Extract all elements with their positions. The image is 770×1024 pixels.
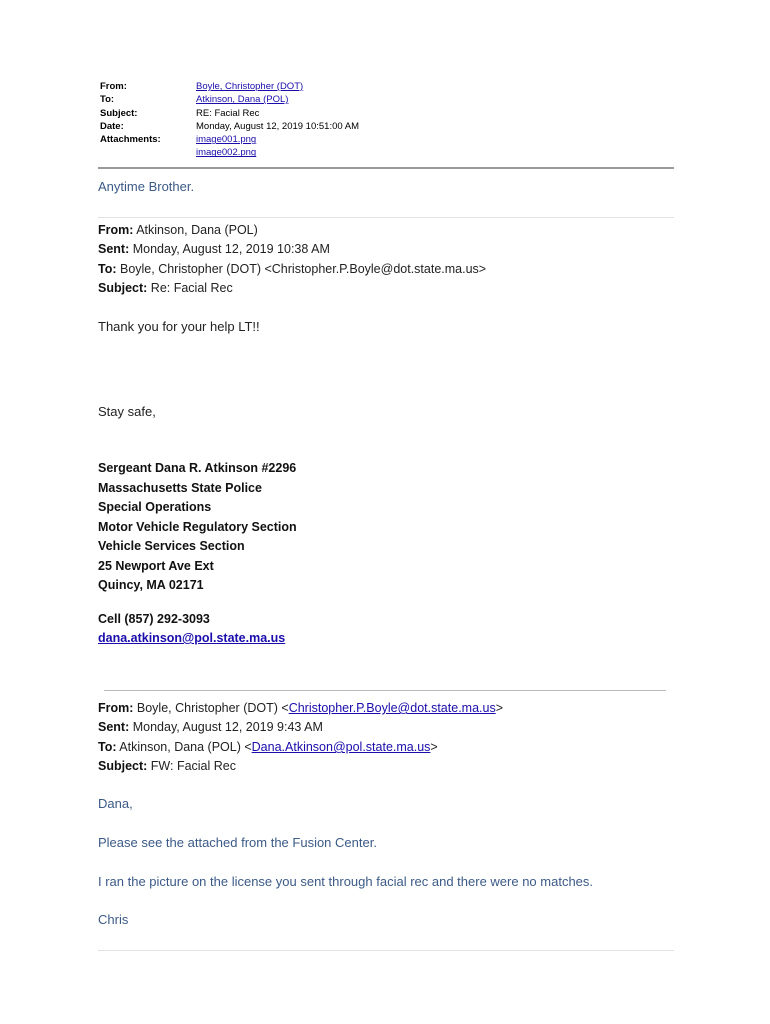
quoted2-sent-label: Sent: (98, 720, 130, 734)
quoted1-from-value: Atkinson, Dana (POL) (133, 223, 258, 237)
quoted2-subject-label: Subject: (98, 759, 148, 773)
quote-divider (98, 217, 674, 218)
header-subject-label: Subject: (100, 107, 138, 119)
signature-line: 25 Newport Ave Ext (98, 558, 214, 573)
quoted1-from (98, 223, 258, 237)
quoted2-to-email-link[interactable]: Dana.Atkinson@pol.state.ma.us (251, 740, 431, 754)
quoted2-sent (98, 720, 323, 734)
signature-email-link[interactable] (98, 629, 285, 649)
signature-line: Vehicle Services Section (98, 539, 245, 553)
quoted2-from-email-link[interactable]: Christopher.P.Boyle@dot.state.ma.us (288, 701, 496, 715)
quoted1-body-line: Stay safe, (98, 404, 156, 419)
quoted2-sent-value: Monday, August 12, 2019 9:43 AM (129, 720, 323, 734)
quoted2-from (98, 701, 503, 715)
quoted1-to (98, 262, 486, 276)
quoted2-to-label: To: (98, 740, 117, 754)
header-divider (98, 167, 674, 169)
quoted1-to-value: Boyle, Christopher (DOT) <Christopher.P.Boyle@dot.state.ma.us> (116, 262, 487, 276)
header-from-row (100, 80, 359, 93)
quoted1-from-label: From: (98, 223, 134, 237)
quoted2-to (98, 740, 438, 754)
quoted1-to-label: To: (98, 262, 117, 276)
attachment-link[interactable]: image001.png (196, 134, 257, 146)
quoted1-subject-value: Re: Facial Rec (147, 281, 233, 295)
signature-cell: Cell (857) 292-3093 (98, 612, 210, 626)
signature-line: Massachusetts State Police (98, 480, 262, 495)
quoted2-from-prefix: Boyle, Christopher (DOT) < (133, 701, 289, 715)
quoted2-subject-value: FW: Facial Rec (147, 759, 236, 773)
quoted2-from-label: From: (98, 701, 134, 715)
quoted2-subject (98, 759, 236, 773)
signature-line: Quincy, MA 02171 (98, 578, 204, 592)
quoted2-from-suffix: > (495, 701, 504, 715)
signature-line: Special Operations (98, 500, 212, 514)
quoted2-paragraph: I ran the picture on the license you sent through facial rec and there were no matches. (98, 874, 594, 889)
quoted2-to-prefix: Atkinson, Dana (POL) < (116, 740, 252, 754)
quoted1-subject-label: Subject: (98, 281, 148, 295)
reply-body: Anytime Brother. (98, 179, 195, 194)
quoted1-body-line: Thank you for your help LT!! (98, 319, 260, 334)
footer-divider (98, 950, 674, 951)
quote-divider (104, 690, 666, 691)
header-from-link[interactable]: Boyle, Christopher (DOT) (196, 81, 304, 92)
header-from-label: From: (100, 81, 127, 92)
signature-line: Motor Vehicle Regulatory Section (98, 519, 297, 534)
header-attachments-label: Attachments: (100, 134, 161, 146)
quoted1-sent-value: Monday, August 12, 2019 10:38 AM (129, 242, 330, 256)
header-to-link[interactable]: Atkinson, Dana (POL) (196, 94, 289, 106)
quoted2-closing: Chris (98, 912, 129, 927)
header-attachments-row (100, 133, 359, 160)
quoted2-to-suffix: > (430, 740, 438, 754)
header-to-label: To: (100, 94, 115, 106)
quoted1-sent (98, 242, 330, 256)
header-to-row (100, 93, 359, 106)
header-date-value: Monday, August 12, 2019 10:51:00 AM (196, 120, 360, 132)
signature-line: Sergeant Dana R. Atkinson #2296 (98, 461, 297, 475)
header-date-label: Date: (100, 120, 124, 132)
signature-email[interactable]: dana.atkinson@pol.state.ma.us (98, 631, 286, 645)
quoted2-greeting: Dana, (98, 796, 133, 811)
email-header (100, 80, 359, 160)
header-subject-value: RE: Facial Rec (196, 107, 260, 119)
header-subject-row (100, 107, 359, 120)
quoted2-paragraph: Please see the attached from the Fusion Center. (98, 835, 377, 850)
attachment-link[interactable]: image002.png (196, 147, 257, 159)
signature-block (98, 459, 297, 596)
quoted1-subject (98, 281, 233, 295)
attachment-list (196, 133, 256, 160)
header-date-row (100, 120, 359, 133)
quoted1-sent-label: Sent: (98, 242, 130, 256)
